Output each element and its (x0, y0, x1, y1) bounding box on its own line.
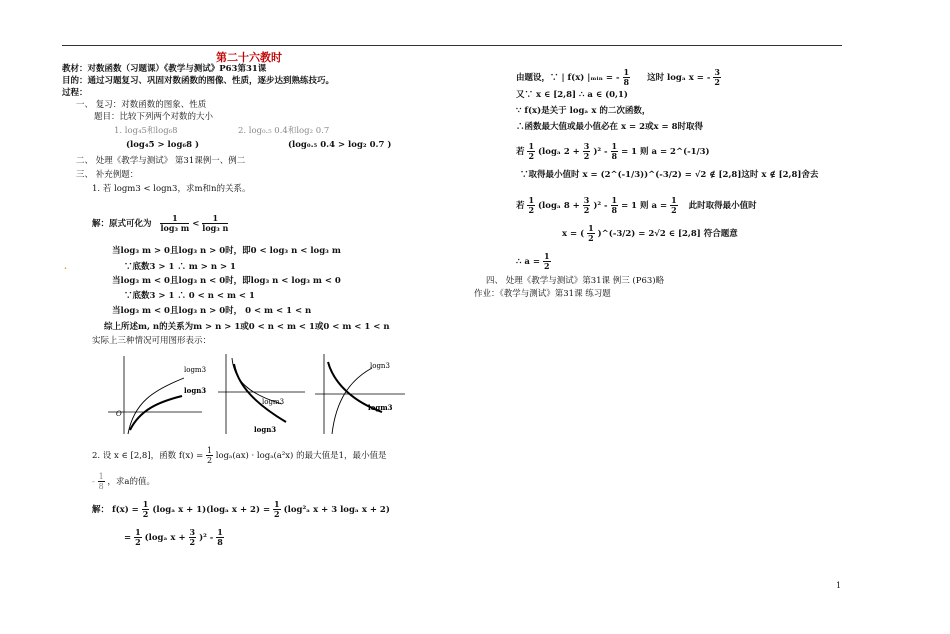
case-x2-line: 若 $\frac{1}{2}$ (logₐ 2 + $\frac{3}{2}$ )² - $\frac{1}{8}$ = 1 则 a = 2^(-1/3) (516, 141, 710, 161)
graph3-label-bottom: logm3 (368, 403, 393, 412)
case-x2-reject: ∵取得最小值时 x = (2^(-1/3))^(-3/2) = √2 ∉ [2,8]这时 x ∉ [2,8]舍去 (520, 170, 819, 180)
section-two: 二、 处理《教学与测试》 第31课例一、例二 (76, 156, 246, 166)
example-1-question: 1. 若 logm3 < logn3，求m和n的关系。 (92, 184, 251, 194)
case-x8-check: x = ( $\frac{1}{2}$ )^(-3/2) = 2√2 ∈ [2,8] 符合题意 (562, 223, 738, 243)
process-heading: 过程： (62, 88, 88, 98)
graph-case-2 (218, 354, 305, 434)
section-four: 四、 处理《教学与测试》第31课 例三 (P63)略 (486, 276, 665, 286)
compare-item-1: 1. log₄5和log₆8 (114, 126, 178, 136)
graph2-label-bottom: logn3 (254, 425, 277, 434)
header-rule (62, 45, 842, 46)
case-2-result: ∵底数3 > 1 ∴ 0 < n < m < 1 (124, 291, 255, 301)
solution-2-line-2: = $\frac{1}{2}$ (logₐ x + $\frac{3}{2}$ )² - $\frac{1}{8}$ (124, 527, 223, 547)
case-1-result: ∵底数3 > 1 ∴ m > n > 1 (124, 262, 236, 272)
extremum-line: ∴函数最大值或最小值必在 x = 2或x = 8时取得 (516, 122, 704, 132)
given-line: 由题设，∵ | f(x) |ₘᵢₙ = - $\frac{1}{8}$ 这时 logₐ x = - $\frac{3}{2}$ (516, 67, 720, 87)
conclusion-line: 综上所述m, n的关系为m > n > 1或0 < n < m < 1或0 < m < 1 < n (104, 322, 390, 332)
graph1-origin: O (116, 410, 122, 418)
page-title: 第二十六教时 (216, 51, 282, 64)
section-three: 三、 补充例题： (76, 170, 139, 180)
graph1-label-top: logm3 (184, 366, 207, 374)
quadratic-line: ∵ f(x)是关于 logₐ x 的二次函数， (516, 106, 651, 116)
solution-1-start: 解：原式可化为 $\frac{1}{\text{log₃ m}}$ < $\frac{1}{\text{log₃ n}}$ (92, 213, 229, 233)
material-line: 教材：对数函数（习题课）《教学与测试》P63第31课 (62, 64, 267, 74)
bullet-dot: . (64, 262, 67, 272)
final-answer: ∴ a = $\frac{1}{2}$ (516, 251, 550, 271)
question-line: 题目：比较下列两个对数的大小 (94, 112, 214, 122)
purpose-line: 目的：通过习题复习、巩固对数函数的图像、性质，逐步达到熟练技巧。 (62, 76, 335, 86)
compare-answer-2: (log₀.₅ 0.4 > log₂ 0.7 ) (288, 140, 392, 150)
case-3-condition: 当log₃ m < 0且log₃ n > 0时， 0 < m < 1 < n (112, 306, 312, 316)
page-number: 1 (836, 581, 842, 590)
homework-line: 作业：《教学与测试》第31课 练习题 (474, 289, 611, 299)
graph-case-3 (315, 354, 405, 434)
graph2-label-top: logm3 (262, 398, 285, 406)
example-2-question-cont: - $\frac{1}{8}$ ，求a的值。 (92, 472, 155, 491)
solution-2-line-1: 解： f(x) = $\frac{1}{2}$ (logₐ x + 1)(logₐ x + 2) = $\frac{1}{2}$ (log²ₐ x + 3 logₐ x + 2) (92, 499, 390, 519)
case-1-condition: 当log₃ m > 0且log₃ n > 0时，即0 < log₃ n < log₃ m (112, 246, 341, 256)
compare-answer-1: (log₄5 > log₆8 ) (126, 140, 200, 150)
review-line: 一、 复习：对数函数的图象、性质 (76, 100, 207, 110)
graph-case-1 (108, 356, 206, 434)
graph3-label-top: logn3 (370, 362, 390, 370)
log-graphs-figure (100, 350, 410, 436)
case-2-condition: 当log₃ m < 0且log₃ n < 0时，即log₃ n < log₃ m < 0 (112, 276, 341, 286)
example-2-question: 2. 设 x ∈ [2,8]，函数 f(x) = $\frac{1}{2}$ logₐ(ax) · logₐ(a²x) 的最大值是1，最小值是 (92, 446, 387, 465)
graph1-label-bottom: logn3 (184, 386, 207, 395)
domain-line: 又∵ x ∈ [2,8] ∴ a ∈ (0,1) (516, 90, 628, 100)
case-x8-line: 若 $\frac{1}{2}$ (logₐ 8 + $\frac{3}{2}$ )² - $\frac{1}{8}$ = 1 则 a = $\frac{1}{2}$ 此时取得最小值时 (516, 195, 757, 215)
graph-intro: 实际上三种情况可用图形表示： (92, 336, 212, 346)
compare-item-2: 2. log₀.₅ 0.4和log₂ 0.7 (238, 126, 330, 136)
